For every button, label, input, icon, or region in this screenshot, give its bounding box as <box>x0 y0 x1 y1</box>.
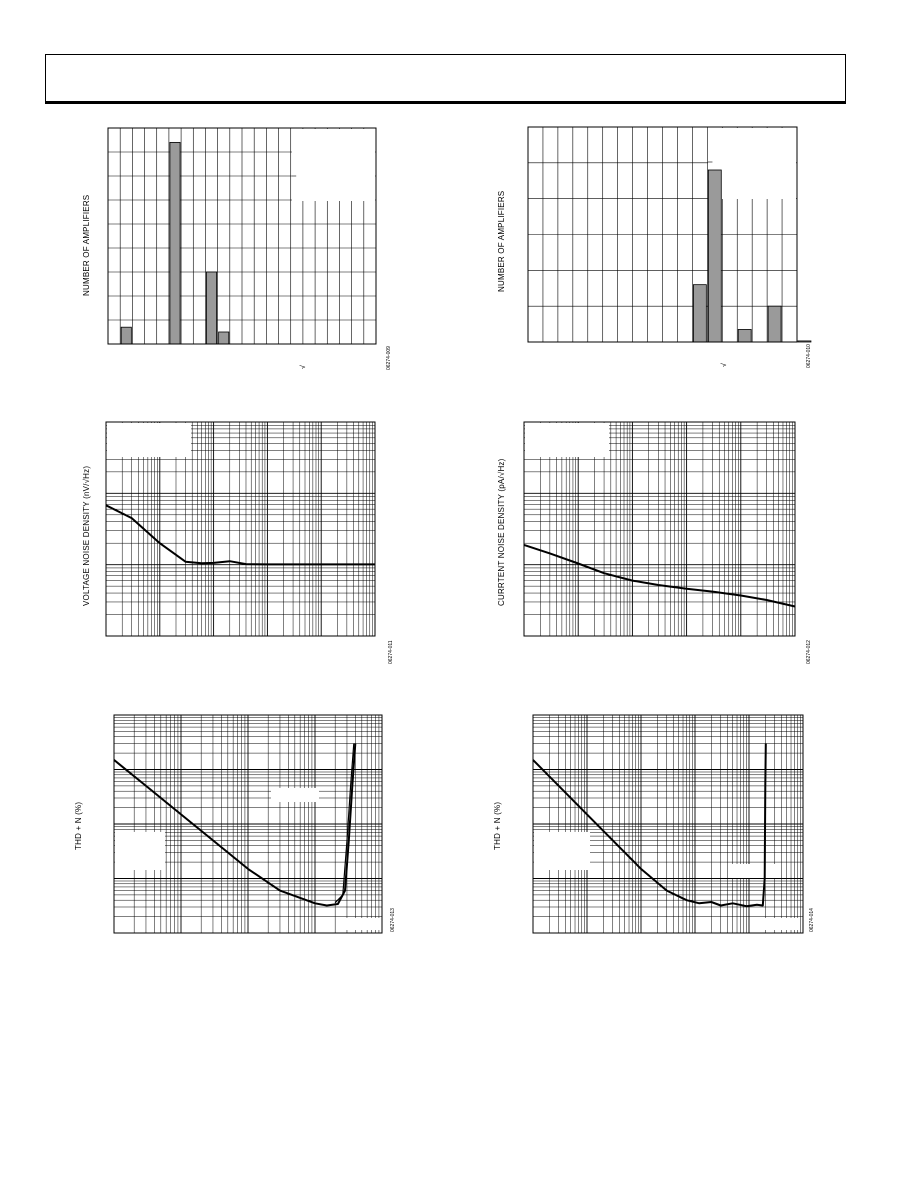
vnoise-legend-box <box>107 423 191 457</box>
thd_left-label-box <box>115 832 165 870</box>
thd-right-code: 06274-014 <box>809 908 815 932</box>
hist-right-unit-mark: √ <box>721 363 728 367</box>
inoise-ylabel: CURRTENT NOISE DENSITY (pA/√Hz) <box>497 458 506 606</box>
thd_right-label-box <box>755 918 799 930</box>
hist_left-bar <box>170 142 180 344</box>
thd_right-label-box <box>730 864 780 878</box>
thd-left-code: 06274-013 <box>390 908 396 932</box>
hist-right-ylabel: NUMBER OF AMPLIFIERS <box>497 190 506 292</box>
hist_right-bar <box>798 341 811 342</box>
hist-left-ylabel: NUMBER OF AMPLIFIERS <box>82 194 91 296</box>
thd_right-label-box <box>534 832 590 870</box>
thd_right-series-line <box>533 744 766 907</box>
thd_left-label-box <box>336 918 380 930</box>
vnoise-code: 06274-011 <box>388 640 394 664</box>
hist_left-bar <box>219 332 229 344</box>
hist_right-bar <box>738 329 751 342</box>
inoise-legend-box <box>525 423 609 457</box>
hist-left-code: 06274-009 <box>386 346 392 370</box>
hist_right-bar <box>693 285 706 342</box>
thd-right-ylabel: THD + N (%) <box>493 801 502 850</box>
thd_left-label-box <box>271 788 319 802</box>
hist_left-bar <box>121 327 131 344</box>
vnoise-ylabel: VOLTAGE NOISE DENSITY (nV/√Hz) <box>82 465 91 606</box>
hist_right-bar <box>708 170 721 342</box>
vnoise-series-line <box>106 505 375 564</box>
hist-right-code: 06274-010 <box>806 344 812 368</box>
hist_left-bar <box>206 272 216 344</box>
hist_left-legend-box <box>292 129 375 201</box>
thd-left-ylabel: THD + N (%) <box>74 801 83 850</box>
hist_right-bar <box>768 306 781 342</box>
inoise-code: 06274-012 <box>806 640 812 664</box>
hist-left-unit-mark: √ <box>300 365 307 369</box>
